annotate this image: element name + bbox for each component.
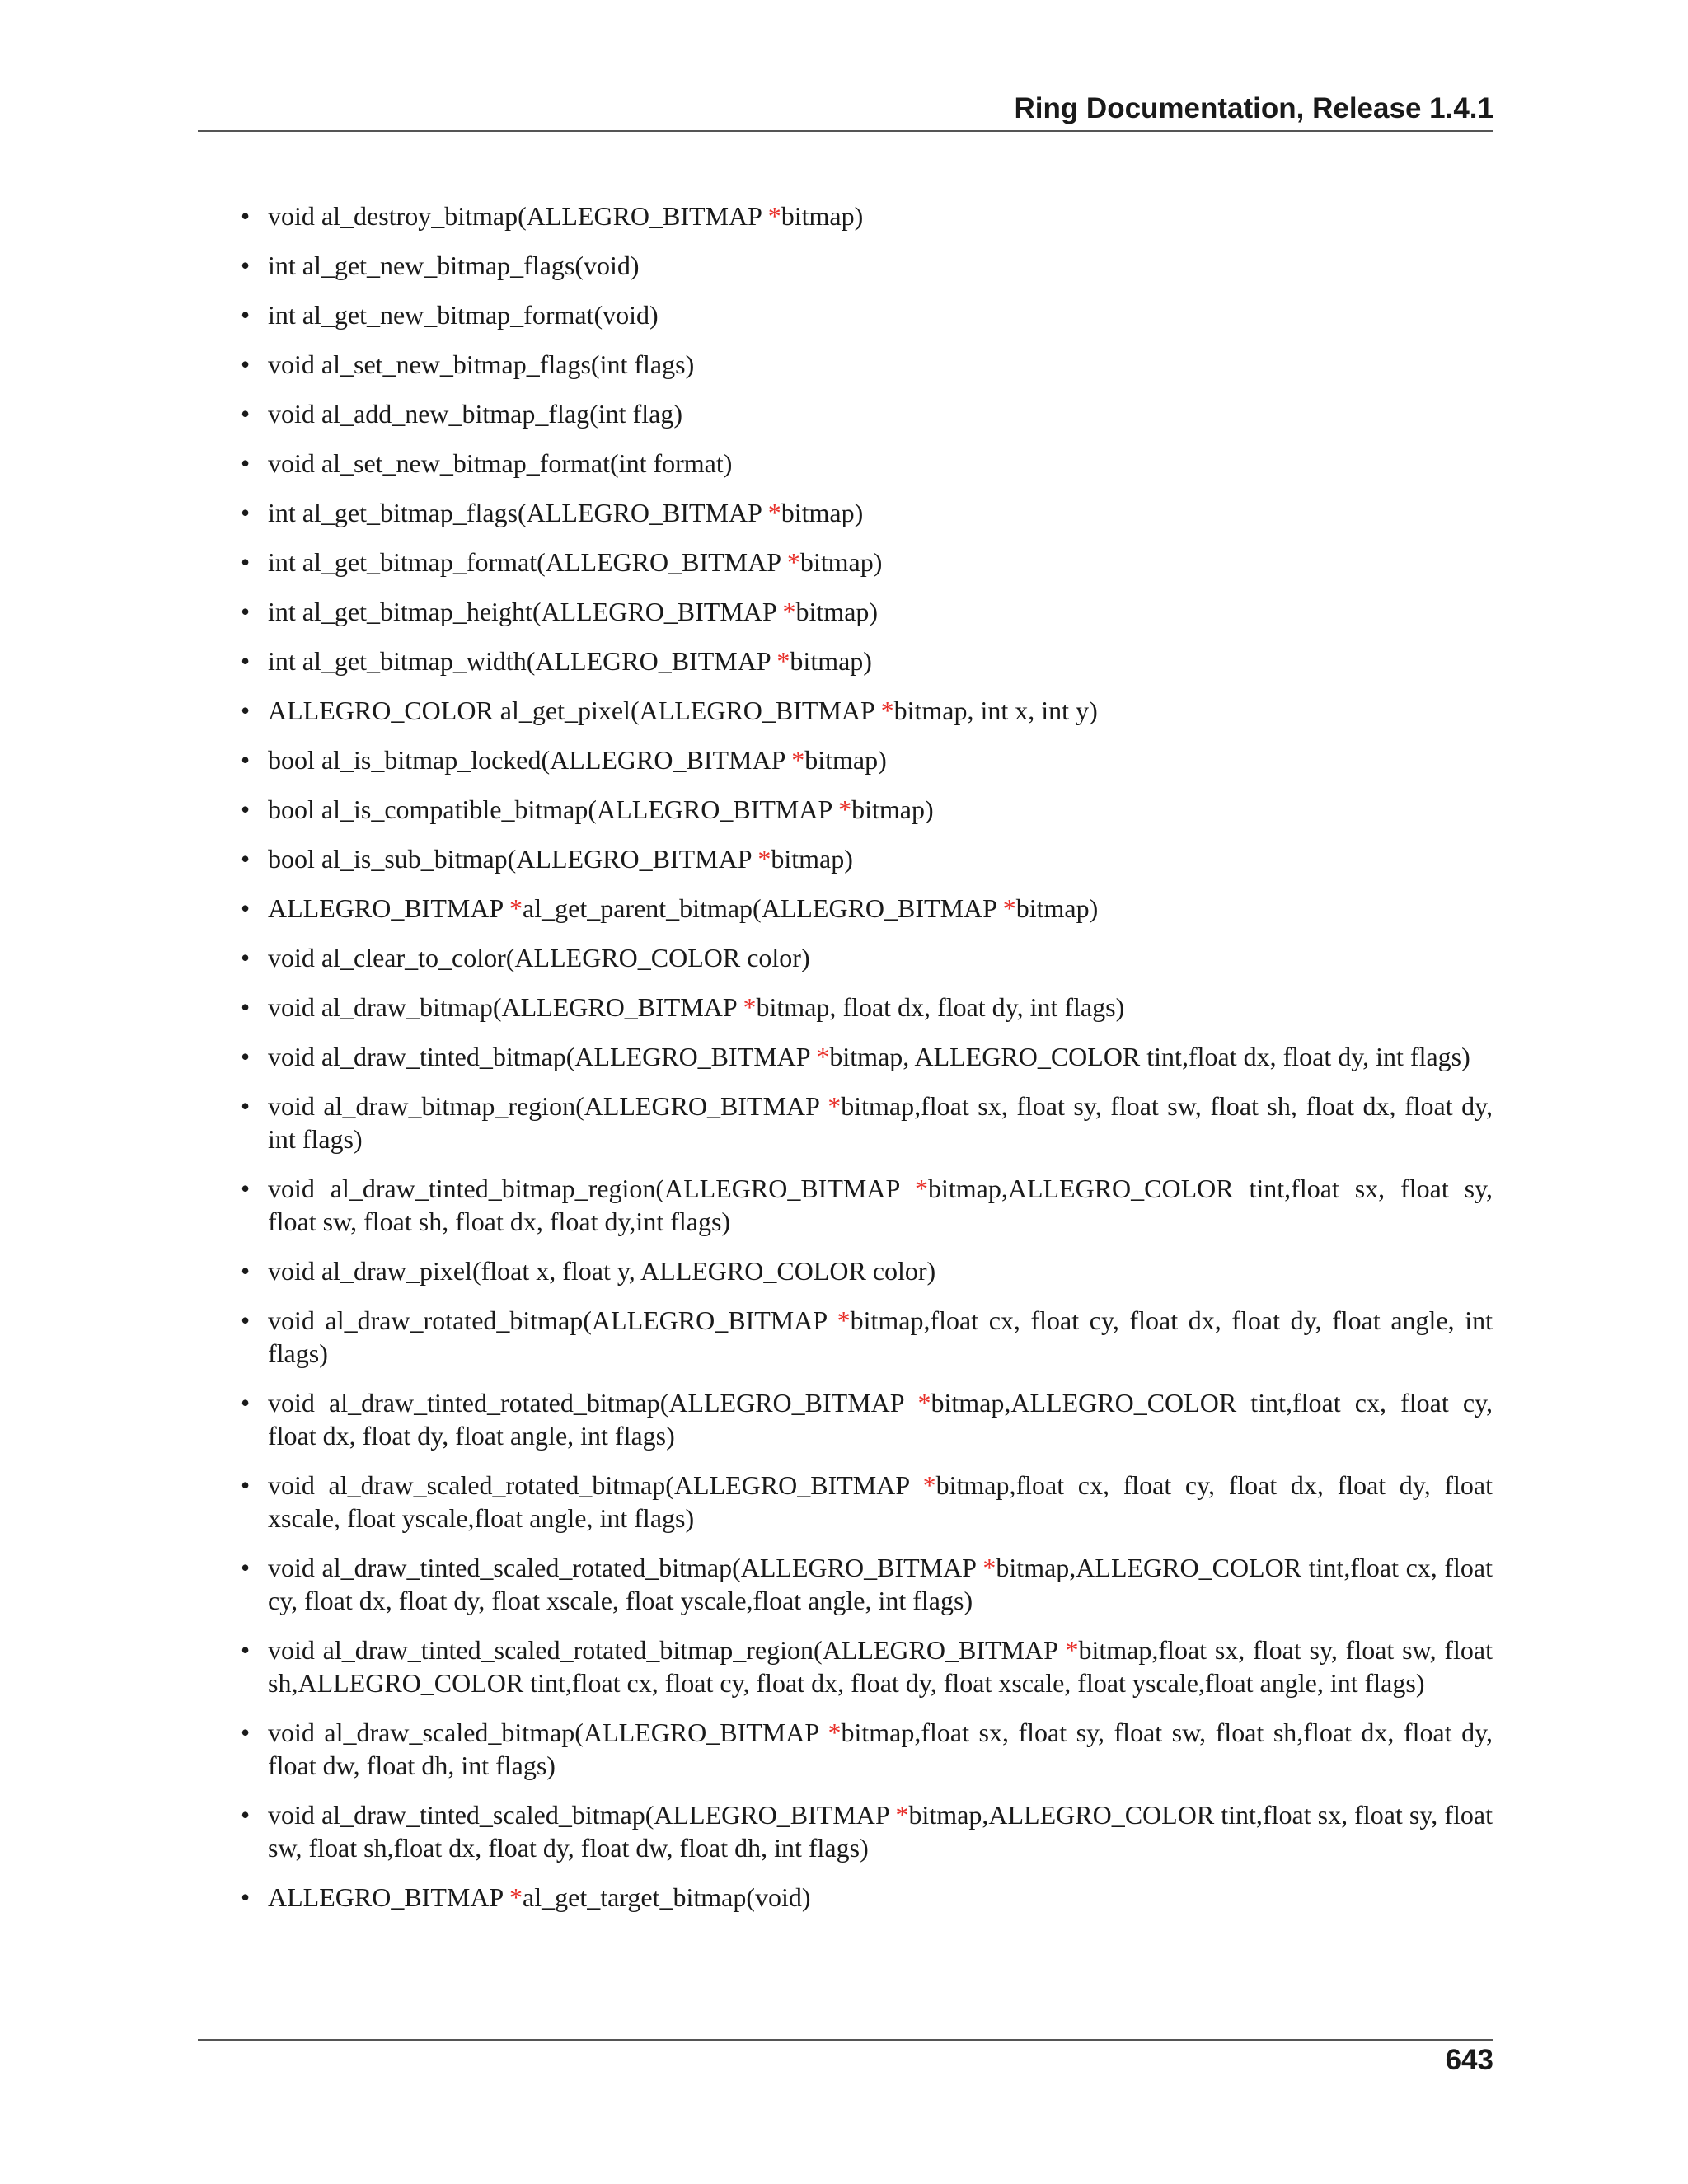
pointer-asterisk: * xyxy=(828,1718,842,1747)
list-item xyxy=(241,1254,1493,1287)
function-signature-text: void al_draw_tinted_scaled_bitmap(ALLEGRO_BITMAP xyxy=(268,1800,896,1830)
list-item xyxy=(241,793,1493,826)
function-signature-text: bitmap) xyxy=(781,498,864,527)
bullet-icon: • xyxy=(241,1256,251,1286)
function-signature-text: bitmap) xyxy=(790,646,872,676)
function-signature-text: ALLEGRO_BITMAP xyxy=(268,893,510,923)
pointer-asterisk: * xyxy=(786,547,800,577)
list-item xyxy=(241,1716,1493,1782)
function-signature-text: void al_draw_rotated_bitmap(ALLEGRO_BITMAP xyxy=(268,1305,837,1335)
function-list xyxy=(241,199,1493,1930)
pointer-asterisk: * xyxy=(767,498,781,527)
function-signature-text: void al_set_new_bitmap_format(int format) xyxy=(268,448,733,478)
pointer-asterisk: * xyxy=(880,696,894,725)
pointer-asterisk: * xyxy=(776,646,790,676)
function-signature-text: al_get_target_bitmap(void) xyxy=(523,1882,811,1912)
function-signature-text: int al_get_bitmap_height(ALLEGRO_BITMAP xyxy=(268,597,783,626)
list-item xyxy=(241,1040,1493,1073)
function-signature-text: void al_destroy_bitmap(ALLEGRO_BITMAP xyxy=(268,201,768,231)
pointer-asterisk: * xyxy=(1065,1635,1079,1665)
function-signature-text: bitmap, ALLEGRO_COLOR tint,float dx, float dy, int flags) xyxy=(829,1042,1470,1071)
list-item xyxy=(241,644,1493,677)
bullet-icon: • xyxy=(241,300,251,330)
function-signature-text: bitmap) xyxy=(851,794,934,824)
list-item xyxy=(241,1090,1493,1155)
pointer-asterisk: * xyxy=(743,992,757,1022)
list-item xyxy=(241,941,1493,974)
pointer-asterisk: * xyxy=(509,893,523,923)
function-signature-text: void al_clear_to_color(ALLEGRO_COLOR color) xyxy=(268,943,810,972)
function-signature-text: void al_draw_tinted_bitmap_region(ALLEGRO_BITMAP xyxy=(268,1174,915,1203)
function-signature-text: int al_get_new_bitmap_flags(void) xyxy=(268,251,640,280)
list-item xyxy=(241,447,1493,480)
bullet-icon: • xyxy=(241,1388,251,1418)
bullet-icon: • xyxy=(241,696,251,725)
function-signature-text: bitmap,float sx, float sy, float sw, float sh,float dx, float dy, float dw, float dh, int flags) xyxy=(268,1718,1493,1780)
list-item xyxy=(241,1469,1493,1535)
function-signature-text: bitmap,ALLEGRO_COLOR tint,float cx, float cy, float dx, float dy, float angle, int flags) xyxy=(268,1388,1493,1451)
pointer-asterisk: * xyxy=(767,201,781,231)
list-item xyxy=(241,595,1493,628)
pointer-asterisk: * xyxy=(837,1305,851,1335)
pointer-asterisk: * xyxy=(922,1470,936,1500)
pointer-asterisk: * xyxy=(509,1882,523,1912)
list-item xyxy=(241,1633,1493,1699)
function-signature-text: void al_set_new_bitmap_flags(int flags) xyxy=(268,349,695,379)
list-item xyxy=(241,694,1493,727)
function-signature-text: bitmap,float sx, float sy, float sw, float sh,ALLEGRO_COLOR tint,float cx, float cy, float dx, float dy, float xscale, float yscale,float angle, int flags) xyxy=(268,1635,1493,1698)
bullet-icon: • xyxy=(241,399,251,429)
function-signature-text: bool al_is_sub_bitmap(ALLEGRO_BITMAP xyxy=(268,844,758,874)
pointer-asterisk: * xyxy=(917,1388,931,1418)
list-item xyxy=(241,1551,1493,1617)
function-signature-text: bitmap,float cx, float cy, float dx, float dy, float xscale, float yscale,float angle, int flags) xyxy=(268,1470,1493,1533)
pointer-asterisk: * xyxy=(838,794,852,824)
bullet-icon: • xyxy=(241,745,251,775)
list-item xyxy=(241,991,1493,1024)
function-signature-text: int al_get_bitmap_flags(ALLEGRO_BITMAP xyxy=(268,498,768,527)
function-signature-text: bitmap) xyxy=(771,844,853,874)
function-signature-text: void al_draw_tinted_scaled_rotated_bitmap_region(ALLEGRO_BITMAP xyxy=(268,1635,1066,1665)
bullet-icon: • xyxy=(241,349,251,379)
pointer-asterisk: * xyxy=(982,1553,996,1582)
function-signature-text: bitmap,ALLEGRO_COLOR tint,float sx, float sy, float sw, float sh, float dx, float dy,int flags) xyxy=(268,1174,1493,1236)
function-signature-text: bitmap) xyxy=(795,597,879,626)
function-signature-text: bitmap,ALLEGRO_COLOR tint,float cx, float cy, float dx, float dy, float xscale, float yscale,float angle, int flags) xyxy=(268,1553,1493,1615)
bullet-icon: • xyxy=(241,597,251,626)
function-signature-text: void al_add_new_bitmap_flag(int flag) xyxy=(268,399,682,429)
function-signature-text: ALLEGRO_COLOR al_get_pixel(ALLEGRO_BITMAP xyxy=(268,696,881,725)
function-signature-text: bitmap) xyxy=(799,547,883,577)
function-signature-text: bitmap, float dx, float dy, int flags) xyxy=(756,992,1125,1022)
function-signature-text: bitmap,float sx, float sy, float sw, float sh, float dx, float dy, int flags) xyxy=(268,1091,1493,1154)
bullet-icon: • xyxy=(241,794,251,824)
function-signature-text: bool al_is_bitmap_locked(ALLEGRO_BITMAP xyxy=(268,745,792,775)
list-item xyxy=(241,743,1493,776)
function-signature-text: void al_draw_bitmap_region(ALLEGRO_BITMAP xyxy=(268,1091,828,1121)
bullet-icon: • xyxy=(241,1091,251,1121)
function-signature-text: al_get_parent_bitmap(ALLEGRO_BITMAP xyxy=(523,893,1003,923)
function-signature-text: void al_draw_pixel(float x, float y, ALLEGRO_COLOR color) xyxy=(268,1256,936,1286)
list-item xyxy=(241,842,1493,875)
bullet-icon: • xyxy=(241,1635,251,1665)
function-signature-text: int al_get_bitmap_width(ALLEGRO_BITMAP xyxy=(268,646,777,676)
function-signature-text: bitmap) xyxy=(781,201,864,231)
function-signature-text: bitmap) xyxy=(804,745,887,775)
page-number: 643 xyxy=(1445,2044,1493,2076)
list-item xyxy=(241,249,1493,282)
list-item xyxy=(241,1172,1493,1238)
list-item xyxy=(241,1798,1493,1864)
list-item xyxy=(241,1304,1493,1370)
bullet-icon: • xyxy=(241,1553,251,1582)
function-signature-text: void al_draw_tinted_rotated_bitmap(ALLEGRO_BITMAP xyxy=(268,1388,918,1418)
bullet-icon: • xyxy=(241,844,251,874)
list-item xyxy=(241,1386,1493,1452)
pointer-asterisk: * xyxy=(1002,893,1016,923)
function-signature-text: int al_get_bitmap_format(ALLEGRO_BITMAP xyxy=(268,547,787,577)
function-signature-text: void al_draw_bitmap(ALLEGRO_BITMAP xyxy=(268,992,743,1022)
bullet-icon: • xyxy=(241,251,251,280)
pointer-asterisk: * xyxy=(914,1174,928,1203)
header-rule xyxy=(198,130,1493,132)
pointer-asterisk: * xyxy=(791,745,805,775)
list-item xyxy=(241,199,1493,232)
list-item xyxy=(241,496,1493,529)
function-signature-text: void al_draw_scaled_rotated_bitmap(ALLEGRO_BITMAP xyxy=(268,1470,923,1500)
list-item xyxy=(241,298,1493,331)
function-signature-text: int al_get_new_bitmap_format(void) xyxy=(268,300,659,330)
bullet-icon: • xyxy=(241,893,251,923)
list-item xyxy=(241,348,1493,381)
bullet-icon: • xyxy=(241,1800,251,1830)
pointer-asterisk: * xyxy=(895,1800,909,1830)
list-item xyxy=(241,397,1493,430)
page-header-title: Ring Documentation, Release 1.4.1 xyxy=(1014,92,1493,124)
list-item xyxy=(241,1881,1493,1914)
function-signature-text: bitmap, int x, int y) xyxy=(893,696,1098,725)
bullet-icon: • xyxy=(241,646,251,676)
bullet-icon: • xyxy=(241,1305,251,1335)
bullet-icon: • xyxy=(241,943,251,972)
function-signature-text: bitmap) xyxy=(1015,893,1099,923)
bullet-icon: • xyxy=(241,547,251,577)
function-signature-text: bitmap,float cx, float cy, float dx, float dy, float angle, int flags) xyxy=(268,1305,1493,1368)
function-signature-text: bool al_is_compatible_bitmap(ALLEGRO_BITMAP xyxy=(268,794,839,824)
function-signature-text: bitmap,ALLEGRO_COLOR tint,float sx, float sy, float sw, float sh,float dx, float dy, float dw, float dh, int flags) xyxy=(268,1800,1493,1863)
pointer-asterisk: * xyxy=(782,597,796,626)
footer-rule xyxy=(198,2039,1493,2041)
bullet-icon: • xyxy=(241,1470,251,1500)
bullet-icon: • xyxy=(241,498,251,527)
bullet-icon: • xyxy=(241,201,251,231)
function-signature-text: ALLEGRO_BITMAP xyxy=(268,1882,510,1912)
pointer-asterisk: * xyxy=(816,1042,830,1071)
bullet-icon: • xyxy=(241,1042,251,1071)
bullet-icon: • xyxy=(241,992,251,1022)
pointer-asterisk: * xyxy=(757,844,771,874)
function-signature-text: void al_draw_tinted_scaled_rotated_bitmap(ALLEGRO_BITMAP xyxy=(268,1553,983,1582)
pointer-asterisk: * xyxy=(828,1091,842,1121)
bullet-icon: • xyxy=(241,1882,251,1912)
function-signature-text: void al_draw_tinted_bitmap(ALLEGRO_BITMAP xyxy=(268,1042,817,1071)
bullet-icon: • xyxy=(241,1174,251,1203)
list-item xyxy=(241,892,1493,925)
bullet-icon: • xyxy=(241,448,251,478)
function-signature-text: void al_draw_scaled_bitmap(ALLEGRO_BITMAP xyxy=(268,1718,828,1747)
list-item xyxy=(241,546,1493,579)
bullet-icon: • xyxy=(241,1718,251,1747)
